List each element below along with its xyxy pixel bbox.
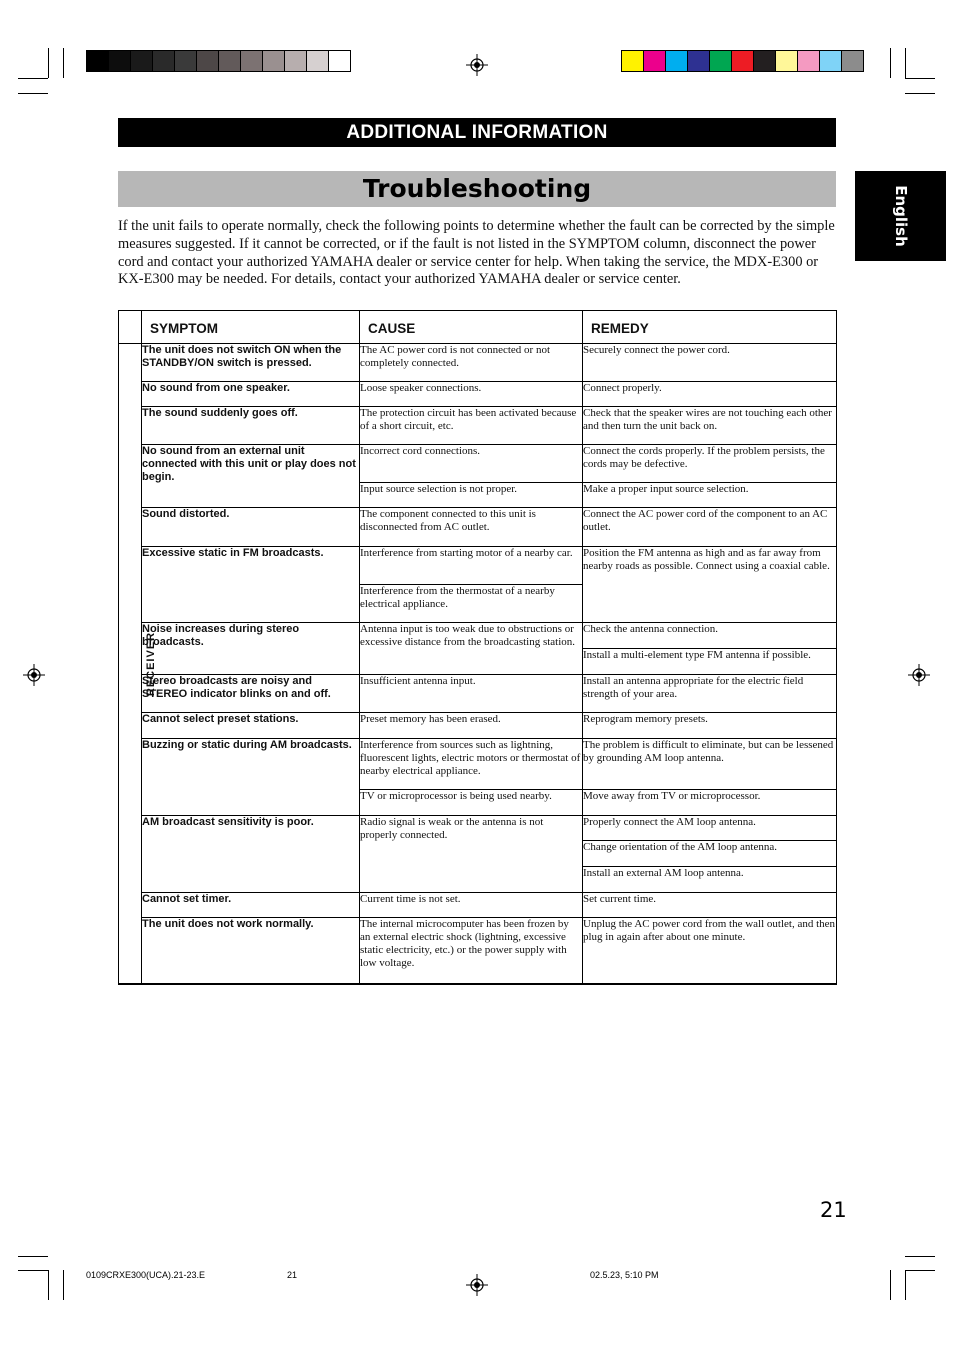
symptom-cell: No sound from an external unit connected with this unit or play does not begin. [142, 445, 360, 508]
cause-cell: TV or microprocessor is being used nearby. [360, 790, 583, 816]
color-swatch [820, 51, 842, 71]
remedy-cell: Connect the AC power cord of the component to an AC outlet. [583, 508, 837, 547]
color-swatch [688, 51, 710, 71]
symptom-cell: The unit does not switch ON when the STANDBY/ON switch is pressed. [142, 344, 360, 382]
table-row [119, 713, 837, 739]
remedy-cell: Make a proper input source selection. [583, 483, 837, 508]
color-calibration-bar [621, 50, 864, 72]
symptom-cell: AM broadcast sensitivity is poor. [142, 816, 360, 893]
language-tab [855, 171, 946, 261]
table-row [119, 382, 837, 407]
remedy-cell: Check the antenna connection. [583, 623, 837, 649]
symptom-cell: The unit does not work normally. [142, 918, 360, 984]
color-swatch [241, 51, 263, 71]
color-swatch [622, 51, 644, 71]
cause-cell: The AC power cord is not connected or not completely connected. [360, 344, 583, 382]
remedy-cell: Connect properly. [583, 382, 837, 407]
crop-mark [63, 1270, 64, 1300]
remedy-cell: Set current time. [583, 893, 837, 918]
receiver-group-cell [119, 344, 158, 984]
crop-mark [905, 1270, 935, 1271]
color-swatch [109, 51, 131, 71]
cause-cell: Radio signal is weak or the antenna is not properly connected. [360, 816, 583, 893]
color-swatch [263, 51, 285, 71]
color-swatch [710, 51, 732, 71]
registration-mark-icon [23, 664, 45, 686]
remedy-cell: Install a multi-element type FM antenna if possible. [583, 649, 837, 675]
cause-cell: The protection circuit has been activated because of a short circuit, etc. [360, 407, 583, 445]
receiver-label: RECEIVER [145, 632, 158, 697]
symptom-cell: Sound distorted. [142, 508, 360, 547]
crop-mark [890, 48, 891, 78]
language-tab-label: English [891, 185, 910, 247]
footer-date: 02.5.23, 5:10 PM [590, 1270, 659, 1280]
header-cause: CAUSE [360, 311, 583, 344]
section-title: ADDITIONAL INFORMATION [118, 118, 836, 147]
troubleshooting-table [118, 310, 837, 985]
table-row [119, 816, 837, 841]
table-row [119, 739, 837, 790]
color-swatch [175, 51, 197, 71]
remedy-cell: Properly connect the AM loop antenna. [583, 816, 837, 841]
color-swatch [776, 51, 798, 71]
symptom-cell: Stereo broadcasts are noisy and STEREO indicator blinks on and off. [142, 675, 360, 713]
header-remedy: REMEDY [583, 311, 837, 344]
crop-mark [63, 48, 64, 78]
crop-mark [18, 93, 48, 94]
registration-mark-icon [908, 664, 930, 686]
symptom-cell: Buzzing or static during AM broadcasts. [142, 739, 360, 816]
remedy-cell: Position the FM antenna as high and as far away from nearby roads as possible. Connect using a coaxial cable. [583, 547, 837, 623]
remedy-cell: Move away from TV or microprocessor. [583, 790, 837, 816]
crop-mark [905, 93, 935, 94]
remedy-cell: Change orientation of the AM loop antenna. [583, 841, 837, 867]
footer-file: 0109CRXE300(UCA).21-23.E [86, 1270, 206, 1280]
color-swatch [131, 51, 153, 71]
color-swatch [87, 51, 109, 71]
crop-mark [905, 1270, 906, 1300]
remedy-cell: Check that the speaker wires are not touching each other and then turn the unit back on. [583, 407, 837, 445]
cause-cell: Loose speaker connections. [360, 382, 583, 407]
footer-page: 21 [287, 1270, 298, 1280]
registration-mark-icon [466, 54, 488, 76]
table-row [119, 918, 837, 984]
cause-cell: Incorrect cord connections. [360, 445, 583, 483]
remedy-cell: Install an antenna appropriate for the electric field strength of your area. [583, 675, 837, 713]
header-blank [119, 311, 142, 344]
cause-cell: Interference from sources such as lightning, fluorescent lights, electric motors or thermostat of nearby electrical appliance. [360, 739, 583, 790]
table-row [119, 675, 837, 713]
crop-mark [48, 1270, 49, 1300]
crop-mark [905, 1256, 935, 1257]
color-swatch [798, 51, 820, 71]
color-swatch [732, 51, 754, 71]
cause-cell: The component connected to this unit is disconnected from AC outlet. [360, 508, 583, 547]
table-row [119, 508, 837, 547]
crop-mark [890, 1270, 891, 1300]
remedy-cell: Reprogram memory presets. [583, 713, 837, 739]
symptom-cell: The sound suddenly goes off. [142, 407, 360, 445]
color-swatch [153, 51, 175, 71]
page-number: 21 [820, 1198, 847, 1222]
registration-mark-icon [466, 1274, 488, 1296]
crop-mark [905, 78, 935, 79]
crop-mark [18, 1256, 48, 1257]
crop-mark [18, 78, 48, 79]
cause-cell: Interference from the thermostat of a nearby electrical appliance. [360, 585, 583, 623]
color-swatch [197, 51, 219, 71]
remedy-cell: Securely connect the power cord. [583, 344, 837, 382]
remedy-cell: The problem is difficult to eliminate, but can be lessened by grounding AM loop antenna. [583, 739, 837, 790]
table-header-row [119, 311, 837, 344]
cause-cell: Current time is not set. [360, 893, 583, 918]
cause-cell: Antenna input is too weak due to obstructions or excessive distance from the broadcasting station. [360, 623, 583, 675]
symptom-cell: Excessive static in FM broadcasts. [142, 547, 360, 623]
table-row [119, 893, 837, 918]
crop-mark [905, 48, 906, 78]
symptom-cell: No sound from one speaker. [142, 382, 360, 407]
remedy-cell: Unplug the AC power cord from the wall outlet, and then plug in again after about one minute. [583, 918, 837, 984]
color-swatch [666, 51, 688, 71]
color-swatch [754, 51, 776, 71]
cause-cell: The internal microcomputer has been frozen by an external electric shock (lightning, excessive static electricity, etc.) or the power supply with low voltage. [360, 918, 583, 984]
header-symptom: SYMPTOM [142, 311, 360, 344]
symptom-cell: Cannot set timer. [142, 893, 360, 918]
crop-mark [18, 1270, 48, 1271]
color-swatch [329, 51, 350, 71]
table-row [119, 344, 837, 382]
cause-cell: Insufficient antenna input. [360, 675, 583, 713]
gray-scale-bar [86, 50, 351, 72]
cause-cell: Interference from starting motor of a nearby car. [360, 547, 583, 585]
table-row [119, 445, 837, 483]
remedy-cell: Install an external AM loop antenna. [583, 867, 837, 893]
color-swatch [842, 51, 863, 71]
table-row [119, 407, 837, 445]
cause-cell: Input source selection is not proper. [360, 483, 583, 508]
color-swatch [644, 51, 666, 71]
symptom-cell: Cannot select preset stations. [142, 713, 360, 739]
table-row [119, 547, 837, 585]
color-swatch [307, 51, 329, 71]
page-title: Troubleshooting [118, 171, 836, 207]
symptom-cell: Noise increases during stereo broadcasts. [142, 623, 360, 675]
crop-mark [48, 48, 49, 78]
color-swatch [219, 51, 241, 71]
table-row [119, 623, 837, 649]
remedy-cell: Connect the cords properly. If the problem persists, the cords may be defective. [583, 445, 837, 483]
intro-paragraph: If the unit fails to operate normally, check the following points to determine whether the fault can be corrected by the simple measures suggested. If it cannot be corrected, or if the fault is not listed in the SYMPTOM column, disconnect the power cord and contact your authorized YAMAHA dealer or service center for help. When taking the service, the MDX-E300 or KX-E300 may be needed. For details, contact your authorized YAMAHA dealer or service center. [118, 218, 835, 288]
color-swatch [285, 51, 307, 71]
cause-cell: Preset memory has been erased. [360, 713, 583, 739]
